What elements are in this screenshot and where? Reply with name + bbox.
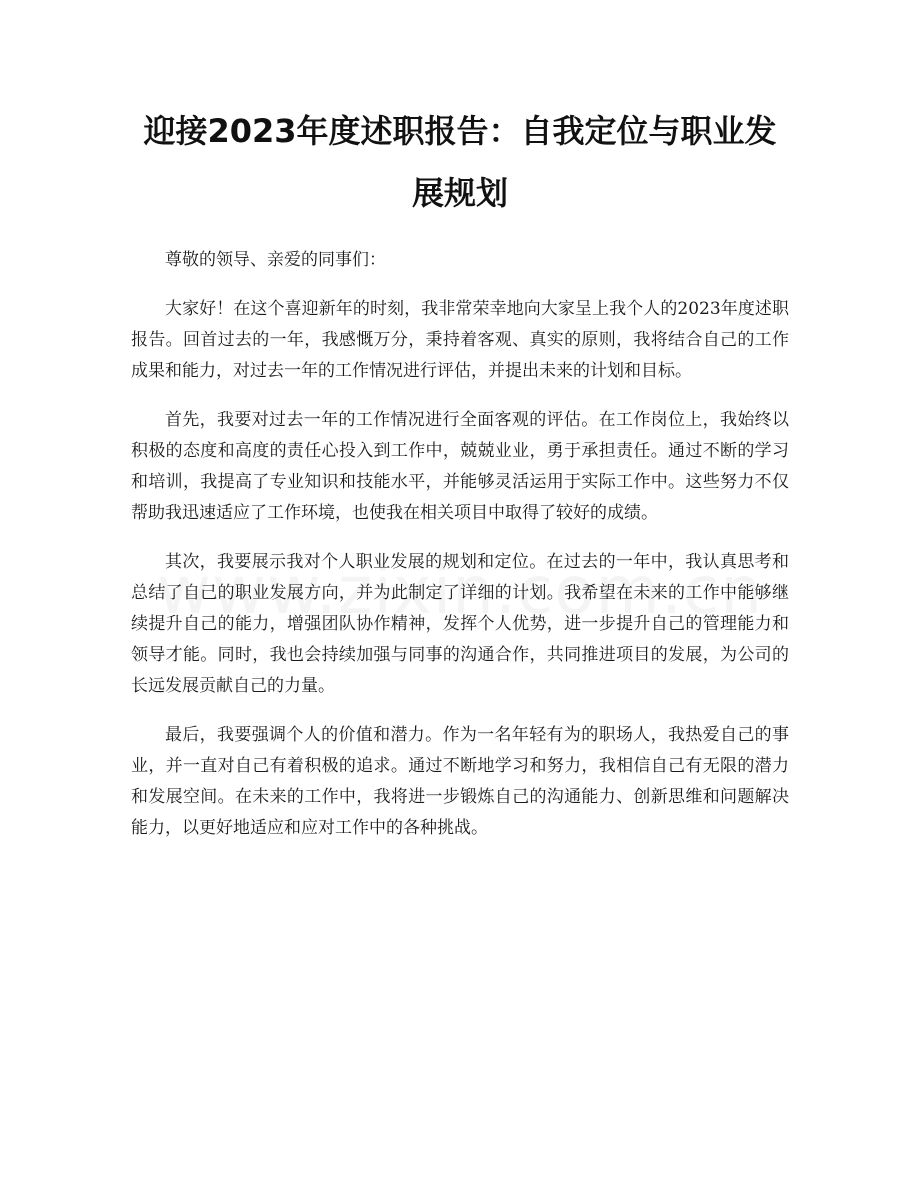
paragraph-4: 最后，我要强调个人的价值和潜力。作为一名年轻有为的职场人，我热爱自己的事业，并一直对自己有着积极的追求。通过不断地学习和努力，我相信自己有无限的潜力和发展空间。在未来的工作中，我将进一步锻炼自己的沟通能力、创新思维和问题解决能力，以更好地适应和应对工作中的各种挑战。	[131, 725, 789, 838]
document-body	[131, 245, 789, 862]
paragraph-3: 其次，我要展示我对个人职业发展的规划和定位。在过去的一年中，我认真思考和总结了自己的职业发展方向，并为此制定了详细的计划。我希望在未来的工作中能够继续提升自己的能力，增强团队协作精神，发挥个人优势，进一步提升自己的管理能力和领导才能。同时，我也会持续加强与同事的沟通合作，共同推进项目的发展，为公司的长远发展贡献自己的力量。	[131, 552, 789, 696]
paragraph-1: 大家好！在这个喜迎新年的时刻，我非常荣幸地向大家呈上我个人的2023年度述职报告。回首过去的一年，我感慨万分，秉持着客观、真实的原则，我将结合自己的工作成果和能力，对过去一年的工作情况进行评估，并提出未来的计划和目标。	[131, 299, 789, 381]
paragraph-2: 首先，我要对过去一年的工作情况进行全面客观的评估。在工作岗位上，我始终以积极的态度和高度的责任心投入到工作中，兢兢业业，勇于承担责任。通过不断的学习和培训，我提高了专业知识和技能水平，并能够灵活运用于实际工作中。这些努力不仅帮助我迅速适应了工作环境，也使我在相关项目中取得了较好的成绩。	[131, 410, 789, 523]
salutation: 尊敬的领导、亲爱的同事们：	[165, 250, 386, 270]
document-title: 迎接2023年度述职报告：自我定位与职业发展规划	[143, 112, 777, 212]
